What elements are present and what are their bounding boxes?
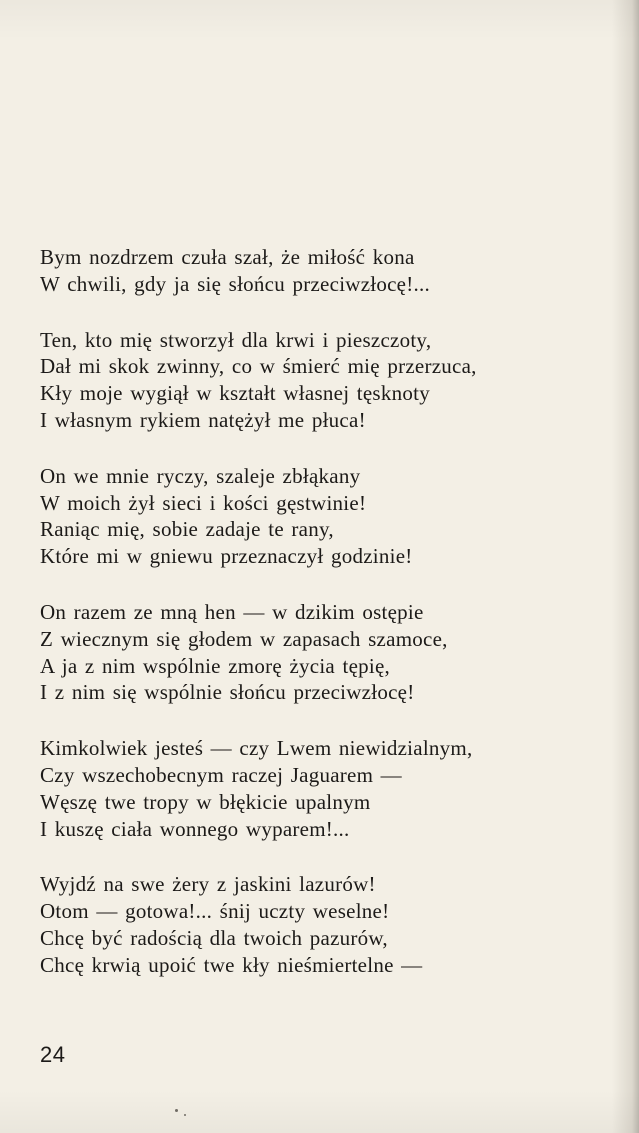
scan-speck bbox=[184, 1114, 186, 1116]
stanza bbox=[40, 871, 600, 978]
poem-line: W chwili, gdy ja się słońcu przeciwzłocę!... bbox=[40, 271, 430, 296]
stanza bbox=[40, 463, 600, 570]
poem-line: Czy wszechobecnym raczej Jaguarem — bbox=[40, 762, 402, 787]
poem-line: Z wiecznym się głodem w zapasach szamoce, bbox=[40, 626, 448, 651]
stanza bbox=[40, 735, 600, 842]
poem-line: Chcę krwią upoić twe kły nieśmiertelne — bbox=[40, 952, 423, 977]
stanza bbox=[40, 327, 600, 434]
poem-line: On razem ze mną hen — w dzikim ostępie bbox=[40, 599, 424, 624]
poem-line: Otom — gotowa!... śnij uczty weselne! bbox=[40, 899, 390, 924]
poem-line: Kimkolwiek jesteś — czy Lwem niewidzialnym, bbox=[40, 736, 473, 761]
poem-line: A ja z nim wspólnie zmorę życia tępię, bbox=[40, 653, 391, 678]
poem-line: I z nim się wspólnie słońcu przeciwzłocę! bbox=[40, 680, 415, 705]
poem-body bbox=[40, 244, 600, 979]
poem-line: Chcę być radością dla twoich pazurów, bbox=[40, 925, 388, 950]
poem-line: Wyjdź na swe żery z jaskini lazurów! bbox=[40, 872, 376, 897]
poem-line: Które mi w gniewu przeznaczył godzinie! bbox=[40, 544, 413, 569]
poem-line: Kły moje wygiął w kształt własnej tęsknoty bbox=[40, 381, 430, 406]
poem-line: Dał mi skok zwinny, co w śmierć mię przerzuca, bbox=[40, 354, 477, 379]
poem-line: Raniąc mię, sobie zadaje te rany, bbox=[40, 517, 334, 542]
poem-line: I kuszę ciała wonnego wyparem!... bbox=[40, 816, 350, 841]
poem-line: On we mnie ryczy, szaleje zbłąkany bbox=[40, 463, 361, 488]
stanza bbox=[40, 244, 600, 298]
scan-speck bbox=[175, 1109, 178, 1112]
poem-line: Ten, kto mię stworzył dla krwi i pieszczoty, bbox=[40, 327, 432, 352]
stanza bbox=[40, 599, 600, 706]
poem-line: I własnym rykiem natężył me płuca! bbox=[40, 407, 366, 432]
page-number: 24 bbox=[40, 1042, 66, 1067]
poem-line: Węszę twe tropy w błękicie upalnym bbox=[40, 789, 371, 814]
poem-line: W moich żył sieci i kości gęstwinie! bbox=[40, 490, 367, 515]
poem-line: Bym nozdrzem czuła szał, że miłość kona bbox=[40, 245, 415, 269]
